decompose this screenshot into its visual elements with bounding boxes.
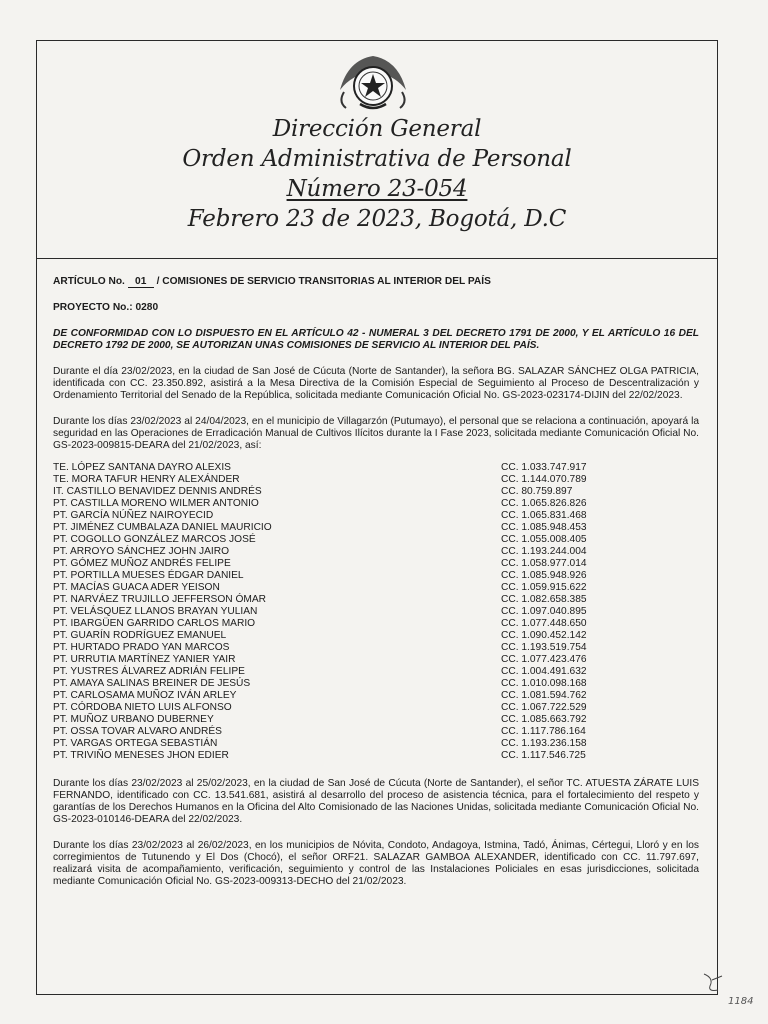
- personnel-row: [53, 654, 699, 666]
- personnel-name: PT. MUÑOZ URBANO DUBERNEY: [53, 714, 214, 725]
- personnel-row: [53, 690, 699, 702]
- personnel-row: [53, 558, 699, 570]
- personnel-row: [53, 618, 699, 630]
- personnel-name: PT. IBARGÜEN GARRIDO CARLOS MARIO: [53, 618, 256, 629]
- header-order-number: Número 23-054: [286, 176, 468, 202]
- personnel-row: [53, 666, 699, 678]
- personnel-id: CC. 1.193.244.004: [501, 546, 587, 557]
- personnel-name: PT. CÓRDOBA NIETO LUIS ALFONSO: [53, 702, 232, 713]
- personnel-row: [53, 474, 699, 486]
- personnel-row: [53, 582, 699, 594]
- personnel-row: [53, 702, 699, 714]
- intro-paragraph: DE CONFORMIDAD CON LO DISPUESTO EN EL ARTÍCULO 42 - NUMERAL 3 DEL DECRETO 1791 DE 2000, Y EL ARTÍCULO 16 DEL DECRETO 1792 DE 2000, SE AUTORIZAN UNAS COMISIONES DE SERVICIO AL INTERIOR DEL PAÍS.: [53, 328, 699, 351]
- personnel-name: PT. CASTILLA MORENO WILMER ANTONIO: [53, 498, 259, 509]
- personnel-name: PT. OSSA TOVAR ALVARO ANDRÉS: [53, 726, 222, 737]
- personnel-id: CC. 1.085.663.792: [501, 714, 587, 725]
- personnel-row: [53, 522, 699, 534]
- personnel-name: PT. GÓMEZ MUÑOZ ANDRÉS FELIPE: [53, 558, 231, 569]
- article-heading: [53, 276, 699, 288]
- header-divider: [36, 258, 718, 259]
- project-line: [53, 302, 699, 314]
- personnel-id: CC. 80.759.897: [501, 486, 573, 497]
- header-date: Febrero 23 de 2023, Bogotá, D.C: [187, 206, 567, 232]
- personnel-row: [53, 570, 699, 582]
- personnel-row: [53, 678, 699, 690]
- personnel-row: [53, 642, 699, 654]
- personnel-id: CC. 1.193.519.754: [501, 642, 587, 653]
- document-body: [53, 276, 699, 888]
- project-label: PROYECTO No.:: [53, 302, 133, 313]
- personnel-id: CC. 1.097.040.895: [501, 606, 587, 617]
- personnel-row: [53, 594, 699, 606]
- paragraph-1: Durante el día 23/02/2023, en la ciudad de San José de Cúcuta (Norte de Santander), la señora BG. SALAZAR SÁNCHEZ OLGA PATRICIA, identificada con CC. 23.350.892, asistirá a la Mesa Directiva de la Comisión Especial de Seguimiento al Proceso de Descentralización y Ordenamiento Territorial del Senado de la República, solicitada mediante Comunicación Oficial No. GS-2023-023174-DIJIN del 22/02/2023.: [53, 366, 699, 401]
- personnel-name: PT. HURTADO PRADO YAN MARCOS: [53, 642, 230, 653]
- page-number: 1184: [728, 996, 754, 1007]
- personnel-row: [53, 630, 699, 642]
- personnel-name: PT. YUSTRES ÁLVAREZ ADRIÁN FELIPE: [53, 666, 245, 677]
- personnel-id: CC. 1.077.448.650: [501, 618, 587, 629]
- article-number: 01: [128, 276, 154, 288]
- personnel-row: [53, 546, 699, 558]
- header-direction: Dirección General: [272, 116, 482, 142]
- personnel-name: PT. COGOLLO GONZÁLEZ MARCOS JOSÉ: [53, 534, 256, 545]
- project-number: 0280: [135, 302, 159, 313]
- personnel-row: [53, 534, 699, 546]
- personnel-name: PT. PORTILLA MUESES ÉDGAR DANIEL: [53, 570, 244, 581]
- personnel-id: CC. 1.067.722.529: [501, 702, 587, 713]
- personnel-id: CC. 1.144.070.789: [501, 474, 587, 485]
- personnel-id: CC. 1.055.008.405: [501, 534, 587, 545]
- personnel-row: [53, 738, 699, 750]
- personnel-id: CC. 1.033.747.917: [501, 462, 587, 473]
- personnel-row: [53, 726, 699, 738]
- personnel-id: CC. 1.065.831.468: [501, 510, 587, 521]
- personnel-list: [53, 462, 699, 762]
- personnel-id: CC. 1.117.786.164: [501, 726, 586, 737]
- personnel-id: CC. 1.193.236.158: [501, 738, 587, 749]
- personnel-row: [53, 606, 699, 618]
- header-order-type: Orden Administrativa de Personal: [182, 146, 572, 172]
- personnel-id: CC. 1.085.948.926: [501, 570, 587, 581]
- personnel-name: PT. NARVÁEZ TRUJILLO JEFFERSON ÓMAR: [53, 594, 267, 605]
- personnel-name: PT. GARCÍA NÚÑEZ NAIROYECID: [53, 510, 214, 521]
- personnel-id: CC. 1.081.594.762: [501, 690, 587, 701]
- personnel-id: CC. 1.082.658.385: [501, 594, 587, 605]
- personnel-name: PT. URRUTIA MARTÍNEZ YANIER YAIR: [53, 654, 236, 665]
- personnel-name: PT. CARLOSAMA MUÑOZ IVÁN ARLEY: [53, 690, 237, 701]
- personnel-id: CC. 1.058.977.014: [501, 558, 587, 569]
- personnel-name: TE. MORA TAFUR HENRY ALEXÁNDER: [53, 474, 240, 485]
- personnel-row: [53, 462, 699, 474]
- personnel-id: CC. 1.117.546.725: [501, 750, 586, 761]
- personnel-row: [53, 750, 699, 762]
- personnel-row: [53, 498, 699, 510]
- personnel-name: PT. TRIVIÑO MENESES JHON EDIER: [53, 750, 229, 761]
- personnel-name: PT. AMAYA SALINAS BREINER DE JESÚS: [53, 678, 251, 689]
- personnel-id: CC. 1.059.915.622: [501, 582, 587, 593]
- personnel-name: PT. VARGAS ORTEGA SEBASTIÁN: [53, 738, 218, 749]
- personnel-name: IT. CASTILLO BENAVIDEZ DENNIS ANDRÉS: [53, 486, 262, 497]
- police-seal-emblem: [334, 52, 412, 114]
- personnel-id: CC. 1.090.452.142: [501, 630, 587, 641]
- handwritten-mark: [700, 966, 730, 996]
- personnel-id: CC. 1.010.098.168: [501, 678, 587, 689]
- personnel-id: CC. 1.065.826.826: [501, 498, 587, 509]
- personnel-id: CC. 1.085.948.453: [501, 522, 587, 533]
- personnel-row: [53, 510, 699, 522]
- personnel-name: PT. JIMÉNEZ CUMBALAZA DANIEL MAURICIO: [53, 522, 272, 533]
- personnel-name: PT. ARROYO SÁNCHEZ JOHN JAIRO: [53, 546, 230, 557]
- paragraph-3: Durante los días 23/02/2023 al 25/02/2023, en la ciudad de San José de Cúcuta (Norte de Santander), el señor TC. ATUESTA ZÁRATE LUIS FERNANDO, identificado con CC. 13.541.681, asistirá al desarrollo del proceso de asistencia técnica, para el fortalecimiento del respeto y garantías de los Derechos Humanos en la Oficina del Alto Comisionado de las Naciones Unidas, solicitada mediante Comunicación Oficial No. GS-2023-010146-DEARA del 22/02/2023.: [53, 778, 699, 825]
- personnel-id: CC. 1.004.491.632: [501, 666, 587, 677]
- personnel-row: [53, 714, 699, 726]
- personnel-name: PT. MACÍAS GUACA ADER YEISON: [53, 582, 220, 593]
- personnel-row: [53, 486, 699, 498]
- personnel-name: TE. LÓPEZ SANTANA DAYRO ALEXIS: [53, 462, 231, 473]
- paragraph-2: Durante los días 23/02/2023 al 24/04/2023, en el municipio de Villagarzón (Putumayo), el personal que se relaciona a continuación, apoyará la seguridad en las Operaciones de Erradicación Manual de Cultivos Ilícitos durante la I Fase 2023, solicitada mediante Comunicación Oficial No. GS-2023-009815-DEARA del 21/02/2023, así:: [53, 416, 699, 451]
- article-prefix: ARTÍCULO No.: [53, 276, 125, 287]
- personnel-name: PT. GUARÍN RODRÍGUEZ EMANUEL: [53, 630, 227, 641]
- article-title: / COMISIONES DE SERVICIO TRANSITORIAS AL INTERIOR DEL PAÍS: [156, 276, 491, 287]
- paragraph-4: Durante los días 23/02/2023 al 26/02/2023, en los municipios de Nóvita, Condoto, Andagoya, Istmina, Tadó, Ánimas, Cértegui, Lloró y en los corregimientos de Tutunendo y El Dos (Chocó), el señor ORF21. SALAZAR GAMBOA ALEXANDER, identificado con CC. 11.797.697, realizará visita de acompañamiento, verificación, seguimiento y control de las Instalaciones Policiales en esas jurisdicciones, solicitada mediante Comunicación Oficial No. GS-2023-009313-DECHO del 21/02/2023.: [53, 840, 699, 887]
- personnel-id: CC. 1.077.423.476: [501, 654, 587, 665]
- personnel-name: PT. VELÁSQUEZ LLANOS BRAYAN YULIAN: [53, 606, 258, 617]
